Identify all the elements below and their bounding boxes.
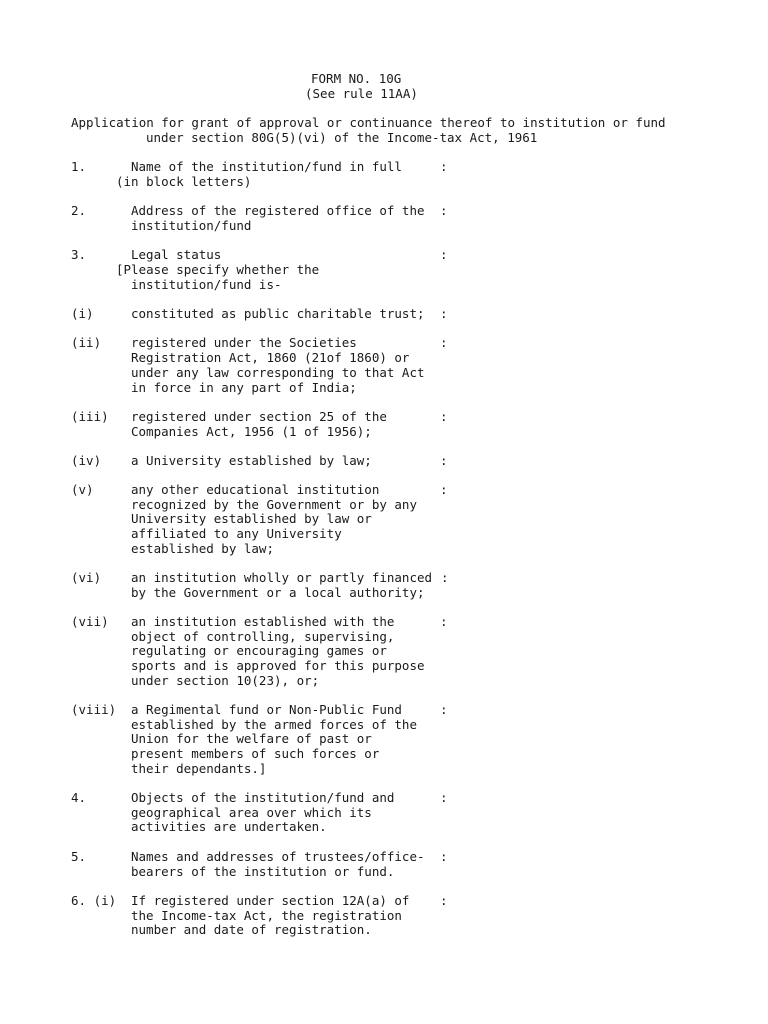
item-text: regulating or encouraging games or xyxy=(131,643,387,658)
item-text: an institution wholly or partly financed xyxy=(131,570,433,585)
item-text: under any law corresponding to that Act xyxy=(131,365,425,380)
item-text: number and date of registration. xyxy=(131,922,372,937)
item-text: activities are undertaken. xyxy=(131,819,327,834)
item-colon: : xyxy=(440,482,448,497)
item-number: (iv) xyxy=(71,453,102,468)
item-number: 6. (i) xyxy=(71,893,117,908)
item-text: geographical area over which its xyxy=(131,805,372,820)
item-number: (vi) xyxy=(71,570,102,585)
item-text: Address of the registered office of the xyxy=(131,203,425,218)
item-text: established by law; xyxy=(131,541,274,556)
item-number: (i) xyxy=(71,306,94,321)
item-text: under section 10(23), or; xyxy=(131,673,320,688)
item-text: Name of the institution/fund in full xyxy=(131,159,402,174)
item-text: object of controlling, supervising, xyxy=(131,629,395,644)
item-text: their dependants.] xyxy=(131,761,267,776)
item-text: sports and is approved for this purpose xyxy=(131,658,425,673)
item-number: 2. xyxy=(71,203,87,218)
item-number: (v) xyxy=(71,482,94,497)
item-colon: : xyxy=(440,203,448,218)
item-colon: : xyxy=(440,702,448,717)
item-text: by the Government or a local authority; xyxy=(131,585,425,600)
item-subtext: institution/fund is- xyxy=(131,277,282,292)
item-number: 1. xyxy=(71,159,87,174)
item-colon: : xyxy=(441,570,449,585)
item-number: (vii) xyxy=(71,614,109,629)
application-heading-line-2: under section 80G(5)(vi) of the Income-tax Act, 1961 xyxy=(146,130,538,145)
item-colon: : xyxy=(440,849,448,864)
item-text: Union for the welfare of past or xyxy=(131,731,372,746)
application-heading-line-1: Application for grant of approval or continuance thereof to institution or fund xyxy=(71,115,666,130)
item-colon: : xyxy=(440,306,448,321)
item-text: established by the armed forces of the xyxy=(131,717,417,732)
item-text: a Regimental fund or Non-Public Fund xyxy=(131,702,402,717)
item-colon: : xyxy=(440,409,448,424)
item-text: in force in any part of India; xyxy=(131,380,357,395)
item-text: any other educational institution xyxy=(131,482,380,497)
item-colon: : xyxy=(440,790,448,805)
item-number: (ii) xyxy=(71,335,102,350)
item-text: bearers of the institution or fund. xyxy=(131,864,395,879)
item-text: present members of such forces or xyxy=(131,746,380,761)
item-text: University established by law or xyxy=(131,511,372,526)
item-number: (iii) xyxy=(71,409,109,424)
item-text: Companies Act, 1956 (1 of 1956); xyxy=(131,424,372,439)
item-text: Names and addresses of trustees/office- xyxy=(131,849,425,864)
item-text: Legal status xyxy=(131,247,222,262)
item-number: (viii) xyxy=(71,702,117,717)
item-text: the Income-tax Act, the registration xyxy=(131,908,402,923)
item-text: an institution established with the xyxy=(131,614,395,629)
item-text: constituted as public charitable trust; xyxy=(131,306,425,321)
item-number: 5. xyxy=(71,849,87,864)
item-text: registered under the Societies xyxy=(131,335,357,350)
item-number: 3. xyxy=(71,247,87,262)
item-text: registered under section 25 of the xyxy=(131,409,387,424)
form-title: FORM NO. 10G xyxy=(311,71,402,86)
item-text: If registered under section 12A(a) of xyxy=(131,893,410,908)
item-number: 4. xyxy=(71,790,87,805)
item-text: Registration Act, 1860 (21of 1860) or xyxy=(131,350,410,365)
item-colon: : xyxy=(440,893,448,908)
item-colon: : xyxy=(440,335,448,350)
item-colon: : xyxy=(440,247,448,262)
item-text: a University established by law; xyxy=(131,453,372,468)
item-colon: : xyxy=(440,614,448,629)
form-rule-reference: (See rule 11AA) xyxy=(305,86,418,101)
item-subtext: (in block letters) xyxy=(116,174,252,189)
item-text: recognized by the Government or by any xyxy=(131,497,417,512)
item-colon: : xyxy=(440,453,448,468)
item-subtext: [Please specify whether the xyxy=(116,262,320,277)
item-colon: : xyxy=(440,159,448,174)
item-text: institution/fund xyxy=(131,218,252,233)
item-text: Objects of the institution/fund and xyxy=(131,790,395,805)
item-text: affiliated to any University xyxy=(131,526,342,541)
